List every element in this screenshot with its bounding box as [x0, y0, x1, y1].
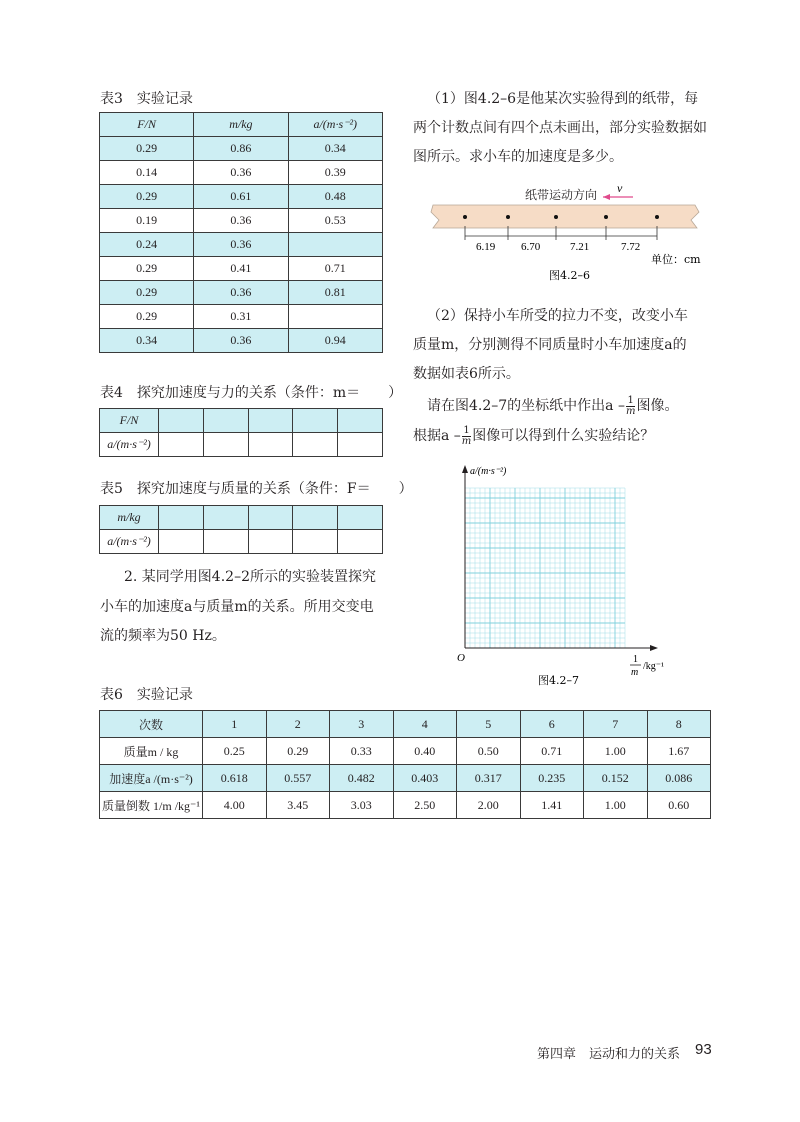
table3-cell: 0.36 — [194, 329, 288, 353]
segment-3: 7.21 — [570, 241, 590, 253]
table3-cell: 0.31 — [194, 305, 288, 329]
table6-cell-trials: 1 — [203, 711, 267, 738]
table6-cell-inv_mass: 2.50 — [393, 792, 457, 819]
table5-caption: 表5 探究加速度与质量的关系（条件：F＝ ） — [100, 481, 413, 497]
part2-line5: 根据a – $\frac{1}{m}$ 图像可以得到什么实验结论？ — [413, 424, 655, 447]
table3-cell: 0.34 — [288, 137, 383, 161]
table3-header-a: a/(m·s⁻²) — [288, 113, 383, 137]
table3-cell: 0.29 — [100, 185, 194, 209]
table4-row2-label: a/(m·s⁻²) — [100, 433, 159, 457]
table6-cell-trials: 2 — [266, 711, 330, 738]
table3-caption: 表3 实验记录 — [100, 91, 193, 107]
table6-cell-trials: 7 — [584, 711, 648, 738]
table5-row1-label: m/kg — [100, 506, 159, 530]
y-axis-arrow-icon — [462, 465, 468, 473]
table6-cell-inv_mass: 0.60 — [647, 792, 711, 819]
table4 — [99, 408, 383, 457]
figure-4-2-7 — [450, 462, 680, 692]
table3-row — [100, 281, 383, 305]
x-axis-arrow-icon — [650, 645, 658, 651]
table6-cell-mass: 0.40 — [393, 738, 457, 765]
tape-dot — [463, 215, 467, 219]
table6-cell-inv_mass: 4.00 — [203, 792, 267, 819]
part2-line3: 数据如表6所示。 — [413, 366, 520, 382]
table3-header-f: F/N — [100, 113, 194, 137]
unit-label: 单位：cm — [651, 253, 701, 266]
table3-cell: 0.36 — [194, 281, 288, 305]
table5-row2-label: a/(m·s⁻²) — [100, 530, 159, 554]
motion-direction-label: 纸带运动方向 — [525, 188, 598, 202]
table3-cell: 0.71 — [288, 257, 383, 281]
table6-cell-accel: 0.152 — [584, 765, 648, 792]
part1-line2: 两个计数点间有四个点未画出，部分实验数据如 — [413, 120, 707, 136]
table3-row — [100, 137, 383, 161]
table6-cell-trials: 8 — [647, 711, 711, 738]
table6-cell-inv_mass: 2.00 — [457, 792, 521, 819]
table6-cell-inv_mass: 3.45 — [266, 792, 330, 819]
table6-cell-mass: 0.50 — [457, 738, 521, 765]
table6-cell-trials: 4 — [393, 711, 457, 738]
table3-cell: 0.61 — [194, 185, 288, 209]
table3-cell: 0.94 — [288, 329, 383, 353]
table6-cell-mass: 0.33 — [330, 738, 394, 765]
tape-dot — [554, 215, 558, 219]
table4-caption: 表4 探究加速度与力的关系（条件：m＝ ） — [100, 385, 403, 401]
table6-cell-mass: 1.67 — [647, 738, 711, 765]
table3-cell: 0.29 — [100, 257, 194, 281]
table3-cell — [288, 305, 383, 329]
segment-2: 6.70 — [521, 241, 541, 253]
question2-line1: 2. 某同学用图4.2–2所示的实验装置探究 — [124, 569, 376, 585]
table3-row — [100, 305, 383, 329]
table3-cell: 0.36 — [194, 233, 288, 257]
y-axis-label: a/(m·s⁻²) — [470, 466, 507, 477]
part1-line3: 图所示。求小车的加速度是多少。 — [413, 149, 623, 165]
tape-dot — [655, 215, 659, 219]
table3-header-m: m/kg — [194, 113, 288, 137]
velocity-label: v — [617, 181, 623, 195]
table6-cell-trials: 5 — [457, 711, 521, 738]
table6-row-label-inv-mass: 质量倒数 1/m /kg⁻¹ — [100, 792, 203, 819]
table3-cell: 0.36 — [194, 161, 288, 185]
figure-4-2-6 — [425, 180, 715, 290]
table3-cell: 0.29 — [100, 137, 194, 161]
table6-cell-inv_mass: 3.03 — [330, 792, 394, 819]
table6-cell-accel: 0.317 — [457, 765, 521, 792]
table3-row — [100, 209, 383, 233]
figure-6-caption: 图4.2–6 — [549, 269, 590, 282]
table6-cell-accel: 0.618 — [203, 765, 267, 792]
table3-cell: 0.36 — [194, 209, 288, 233]
part2-line1: （2）保持小车所受的拉力不变，改变小车 — [427, 308, 688, 324]
fraction-1-over-m: $\frac{1}{m}$ — [461, 424, 472, 447]
table3-cell: 0.39 — [288, 161, 383, 185]
table6-cell-accel: 0.403 — [393, 765, 457, 792]
page-number: 93 — [695, 1041, 712, 1058]
segment-1: 6.19 — [476, 241, 496, 253]
tape-dot — [604, 215, 608, 219]
table3-row — [100, 233, 383, 257]
table3-cell: 0.19 — [100, 209, 194, 233]
table6-cell-inv_mass: 1.41 — [520, 792, 584, 819]
graph-paper-grid — [465, 488, 625, 648]
table3-cell — [288, 233, 383, 257]
table6-row-label-accel: 加速度a /(m·s⁻²) — [100, 765, 203, 792]
table6-cell-trials: 3 — [330, 711, 394, 738]
table3-cell: 0.14 — [100, 161, 194, 185]
table6 — [99, 710, 711, 819]
table6-cell-accel: 0.086 — [647, 765, 711, 792]
table3-cell: 0.86 — [194, 137, 288, 161]
table3-cell: 0.34 — [100, 329, 194, 353]
table6-cell-accel: 0.482 — [330, 765, 394, 792]
table6-cell-accel: 0.557 — [266, 765, 330, 792]
table6-cell-accel: 0.235 — [520, 765, 584, 792]
table6-cell-inv_mass: 1.00 — [584, 792, 648, 819]
question2-line3: 流的频率为50 Hz。 — [100, 628, 226, 644]
table4-row1-label: F/N — [100, 409, 159, 433]
table3-cell: 0.48 — [288, 185, 383, 209]
table6-caption: 表6 实验记录 — [100, 687, 193, 703]
chapter-title: 第四章 运动和力的关系 — [537, 1047, 681, 1062]
part2-line2: 质量m，分别测得不同质量时小车加速度a的 — [413, 337, 687, 353]
table3-row — [100, 185, 383, 209]
table3-cell: 0.29 — [100, 281, 194, 305]
table3-cell: 0.24 — [100, 233, 194, 257]
table3-row — [100, 257, 383, 281]
table6-cell-mass: 0.29 — [266, 738, 330, 765]
table6-cell-mass: 0.25 — [203, 738, 267, 765]
table3 — [99, 112, 383, 353]
fraction-1-over-m: $\frac{1}{m}$ — [625, 394, 636, 417]
segment-4: 7.72 — [621, 241, 641, 253]
table6-cell-mass: 0.71 — [520, 738, 584, 765]
table3-cell: 0.81 — [288, 281, 383, 305]
x-axis-label-unit: /kg⁻¹ — [643, 661, 665, 672]
table6-cell-trials: 6 — [520, 711, 584, 738]
x-axis-label-num: 1 — [633, 654, 638, 665]
tape-dot — [506, 215, 510, 219]
figure-7-caption: 图4.2–7 — [538, 674, 579, 687]
x-axis-label-den: m — [631, 667, 639, 678]
question2-line2: 小车的加速度a与质量m的关系。所用交变电 — [100, 599, 374, 615]
origin-label: O — [457, 652, 465, 664]
table6-cell-mass: 1.00 — [584, 738, 648, 765]
table5 — [99, 505, 383, 554]
part1-line1: （1）图4.2–6是他某次实验得到的纸带，每 — [427, 91, 699, 107]
table3-cell: 0.29 — [100, 305, 194, 329]
table3-row — [100, 329, 383, 353]
table3-row — [100, 161, 383, 185]
velocity-arrow-icon — [603, 194, 610, 200]
part2-line4: 请在图4.2–7的坐标纸中作出a – $\frac{1}{m}$ 图像。 — [427, 394, 679, 417]
table3-cell: 0.53 — [288, 209, 383, 233]
table6-row-label-mass: 质量m / kg — [100, 738, 203, 765]
table6-header-label: 次数 — [100, 711, 203, 738]
table3-cell: 0.41 — [194, 257, 288, 281]
